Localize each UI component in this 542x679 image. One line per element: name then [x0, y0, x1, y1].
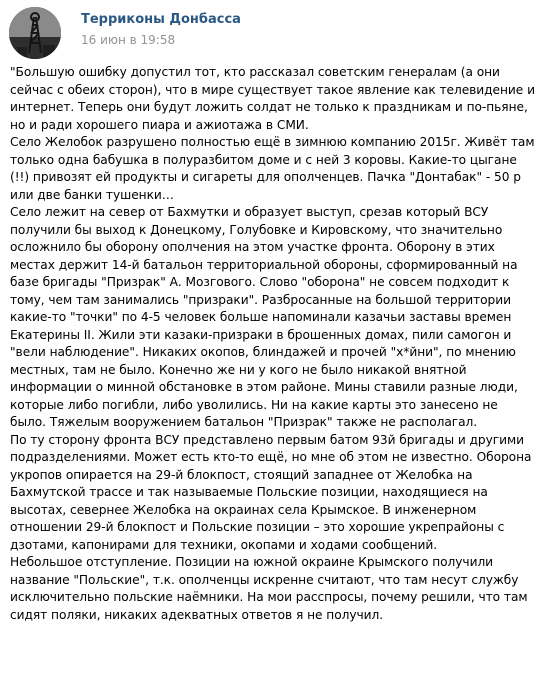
community-avatar[interactable] — [9, 7, 61, 59]
post-paragraph: Село Желобок разрушено полностью ещё в зимнюю компанию 2015г. Живёт там только одна бабушка в полуразбитом доме и с ней 3 коровы. Какие-то цыгане (!!) привозят ей продукты и сигареты для ополченцев. Пачка "Донтабак" - 50 р или две банки тушенки… — [10, 135, 535, 202]
post-header — [9, 7, 529, 59]
post-paragraph: Село лежит на север от Бахмутки и образует выступ, срезав который ВСУ получили бы выход к Донецкому, Голубовке и Кировскому, что значительно осложнило бы оборону ополчения на этом участке фронта. Оборону в этих местах держит 14-й батальон территориальной обороны, сформированный на базе бригады "Призрак" А. Мозгового. Слово "оборона" не совсем подходит к тому, чем там занимались "призраки". Разбросанные на большой территории какие-то "точки" по 4-5 человек больше напоминали казачьи заставы времен Екатерины II. Жили эти казаки-призраки в брошенных домах, пили самогон и "вели наблюдение". Никаких окопов, блиндажей и прочей "х*йни", по мнению местных, там не было. Конечно же ни у кого не было никакой внятной информации о минной обстановке в этом районе. Мины ставили разные люди, которые либо погибли, либо уволились. Ни на какие карты это занесено не было. Тяжелым вооружением батальон "Призрак" также не располагал. — [10, 205, 518, 429]
post-paragraph: По ту сторону фронта ВСУ представлено первым батом 93й бригады и другими подразделениями. Может есть кто-то ещё, но мне об этом не известно. Оборона укропов опирается на 29-й блокпост, стоящий западнее от Желобка на Бахмутской трассе и так называемые Польские позиции, находящиеся на высотах, севернее Желобка на окраинах села Крымское. В инженерном отношении 29-й блокпост и Польские позиции – это хорошие укрепрайоны с дзотами, капонирами для техники, окопами и ходами сообщений. — [10, 432, 532, 552]
terrikon-tower-icon — [9, 7, 61, 59]
post-paragraph: "Большую ошибку допустил тот, кто рассказал советским генералам (а они сейчас с обеих сторон), что в мире существует такое явление как телевидение и интернет. Теперь они будут ложить солдат не только к праздникам и по-пьяне, но и ради хорошего пиара и ажиотажа в СМИ. — [10, 65, 535, 132]
author-name-link[interactable]: Терриконы Донбасса — [81, 12, 241, 27]
post-date-link[interactable]: 16 июн в 19:58 — [81, 33, 176, 47]
post-text — [10, 64, 536, 624]
post-paragraph: Небольшое отступление. Позиции на южной окраине Крымского получили название "Польские", т.к. ополченцы искренне считают, что там несут службу исключительно польские наёмники. На мои расспросы, почему решили, что там сидят поляки, никаких адекватных ответов я не получил. — [10, 555, 528, 622]
